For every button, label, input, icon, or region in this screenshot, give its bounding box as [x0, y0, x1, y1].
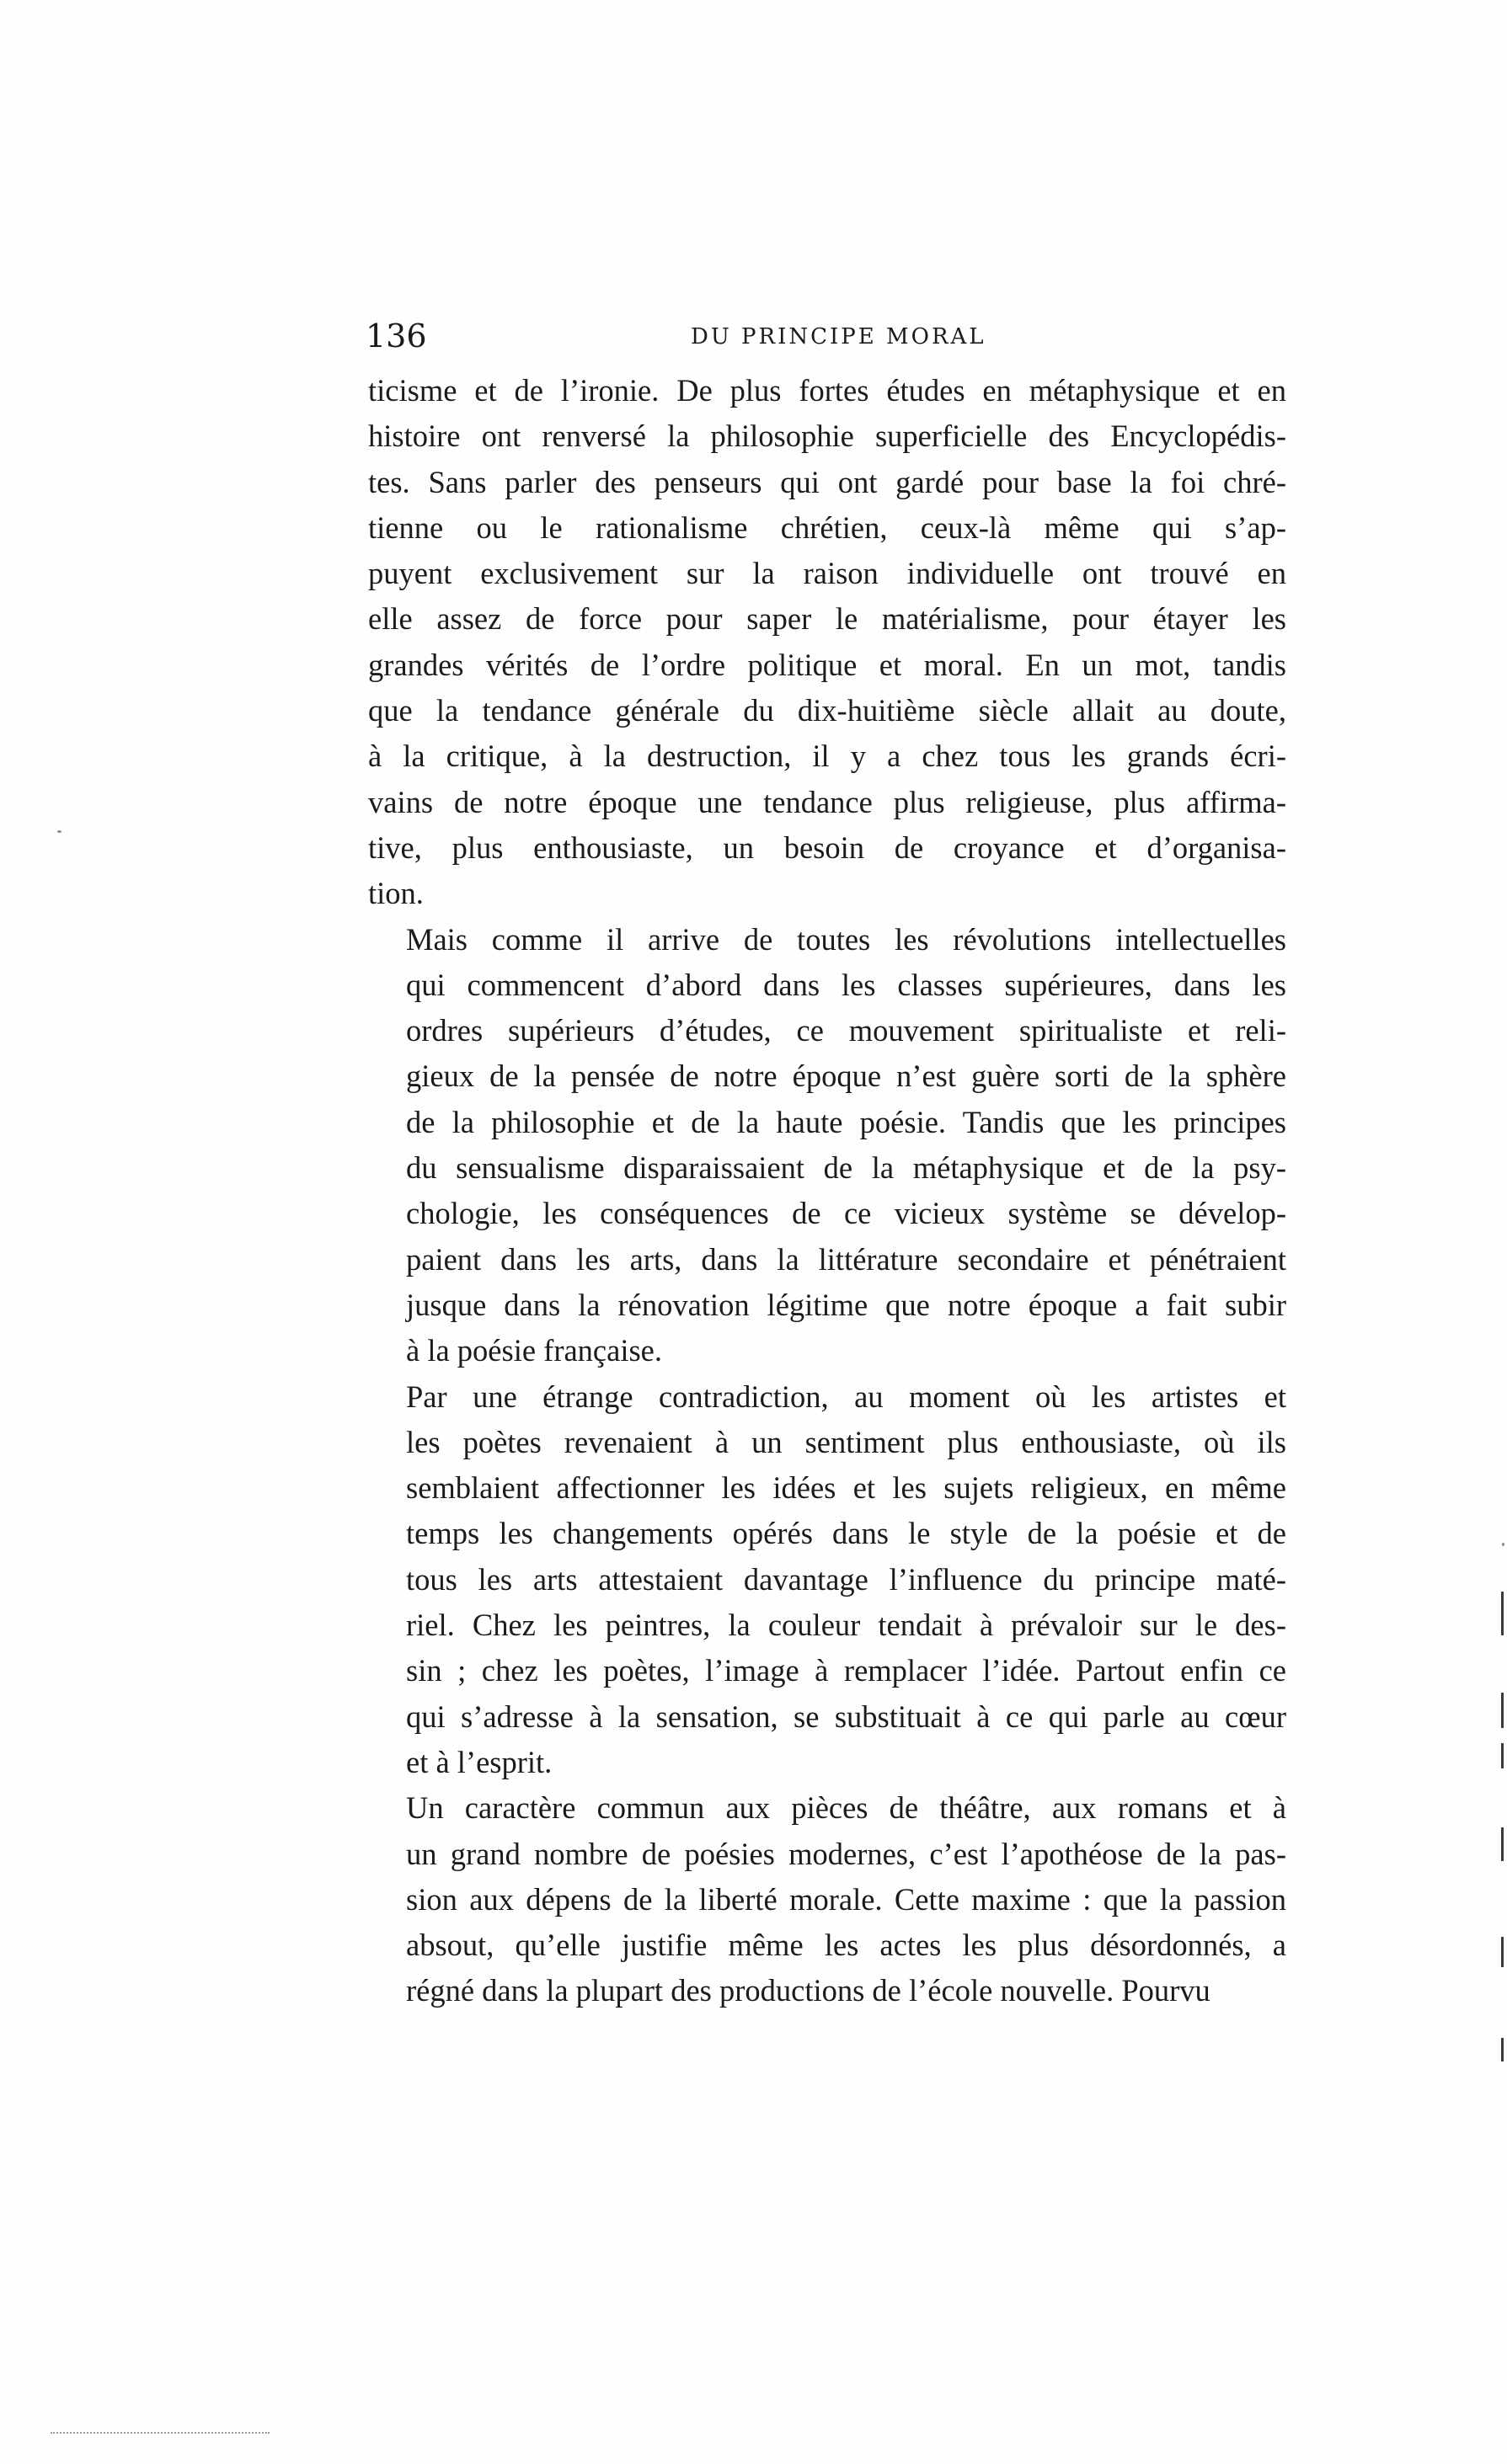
text-line: tion. [368, 876, 424, 911]
scan-speck [1502, 1543, 1504, 1546]
text-line: et à l’esprit. [406, 1744, 553, 1779]
text-line: grandes vérités de l’ordre politique et moral. En un mot, tandis [368, 647, 1286, 682]
text-line: Un caractère commun aux pièces de théâtre, aux romans et à [406, 1790, 1286, 1826]
text-line: tienne ou le rationalisme chrétien, ceux-là même qui s’ap- [368, 509, 1286, 545]
scan-mark [1501, 1743, 1504, 1768]
text-line: ordres supérieurs d’études, ce mouvement spiritualiste et reli- [406, 1013, 1286, 1048]
running-head: DU PRINCIPE MORAL [691, 324, 986, 349]
text-line: tive, plus enthousiaste, un besoin de croyance et d’organisa- [368, 829, 1286, 865]
text-line: que la tendance générale du dix-huitième siècle allait au doute, [368, 693, 1286, 728]
text-line: Mais comme il arrive de toutes les révolutions intellectuelles [406, 921, 1286, 957]
text-line: à la poésie française. [406, 1333, 662, 1368]
scan-noise [51, 2432, 270, 2439]
text-line: riel. Chez les peintres, la couleur tendait à prévaloir sur le des- [406, 1608, 1286, 1643]
text-line: du sensualisme disparaissaient de la métaphysique et de la psy- [406, 1150, 1286, 1186]
text-line: histoire ont renversé la philosophie superficielle des Encyclopédis- [368, 419, 1286, 454]
text-line: absout, qu’elle justifie même les actes les plus désordonnés, a [406, 1928, 1286, 1963]
text-line: vains de notre époque une tendance plus religieuse, plus affirma- [368, 784, 1286, 819]
page-header [366, 315, 1302, 357]
scan-mark [1501, 2038, 1504, 2061]
text-line: gieux de la pensée de notre époque n’est guère sorti de la sphère [406, 1059, 1286, 1094]
paragraph [368, 1374, 1286, 1786]
paragraph [368, 917, 1286, 1374]
paragraph [368, 368, 1286, 917]
text-line: tous les arts attestaient davantage l’influence du principe maté- [406, 1561, 1286, 1597]
text-line: qui s’adresse à la sensation, se substituait à ce qui parle au cœur [406, 1699, 1286, 1734]
text-line: semblaient affectionner les idées et les sujets religieux, en même [406, 1470, 1286, 1506]
text-line: puyent exclusivement sur la raison individuelle ont trouvé en [368, 556, 1286, 591]
text-line: qui commencent d’abord dans les classes supérieures, dans les [406, 967, 1286, 1002]
text-line: jusque dans la rénovation légitime que notre époque a fait subir [406, 1287, 1286, 1322]
text-line: chologie, les conséquences de ce vicieux système se dévelop- [406, 1196, 1286, 1231]
scan-mark [1501, 1592, 1504, 1635]
text-line: sin ; chez les poètes, l’image à remplacer l’idée. Partout enfin ce [406, 1653, 1286, 1688]
scan-mark [1501, 1937, 1504, 1967]
text-line: un grand nombre de poésies modernes, c’est l’apothéose de la pas- [406, 1836, 1286, 1871]
text-line: paient dans les arts, dans la littérature secondaire et pénétraient [406, 1241, 1286, 1277]
scan-mark [1501, 1693, 1504, 1728]
text-line: de la philosophie et de la haute poésie. Tandis que les principes [406, 1104, 1286, 1139]
paragraph [368, 1785, 1286, 2013]
text-line: ticisme et de l’ironie. De plus fortes études en métaphysique et en [368, 373, 1286, 408]
text-line: à la critique, à la destruction, il y a chez tous les grands écri- [368, 739, 1286, 774]
scan-speck [57, 830, 61, 833]
page-number: 136 [366, 317, 427, 355]
text-line: elle assez de force pour saper le matérialisme, pour étayer les [368, 601, 1286, 637]
text-line: régné dans la plupart des productions de l’école nouvelle. Pourvu [406, 1973, 1210, 2008]
text-line: tes. Sans parler des penseurs qui ont gardé pour base la foi chré- [368, 464, 1286, 499]
text-line: temps les changements opérés dans le style de la poésie et de [406, 1516, 1286, 1551]
scan-mark [1501, 1827, 1504, 1861]
body-text [368, 368, 1286, 2014]
text-line: sion aux dépens de la liberté morale. Cette maxime : que la passion [406, 1881, 1286, 1917]
text-line: Par une étrange contradiction, au moment où les artistes et [406, 1379, 1286, 1414]
text-line: les poètes revenaient à un sentiment plus enthousiaste, où ils [406, 1424, 1286, 1459]
